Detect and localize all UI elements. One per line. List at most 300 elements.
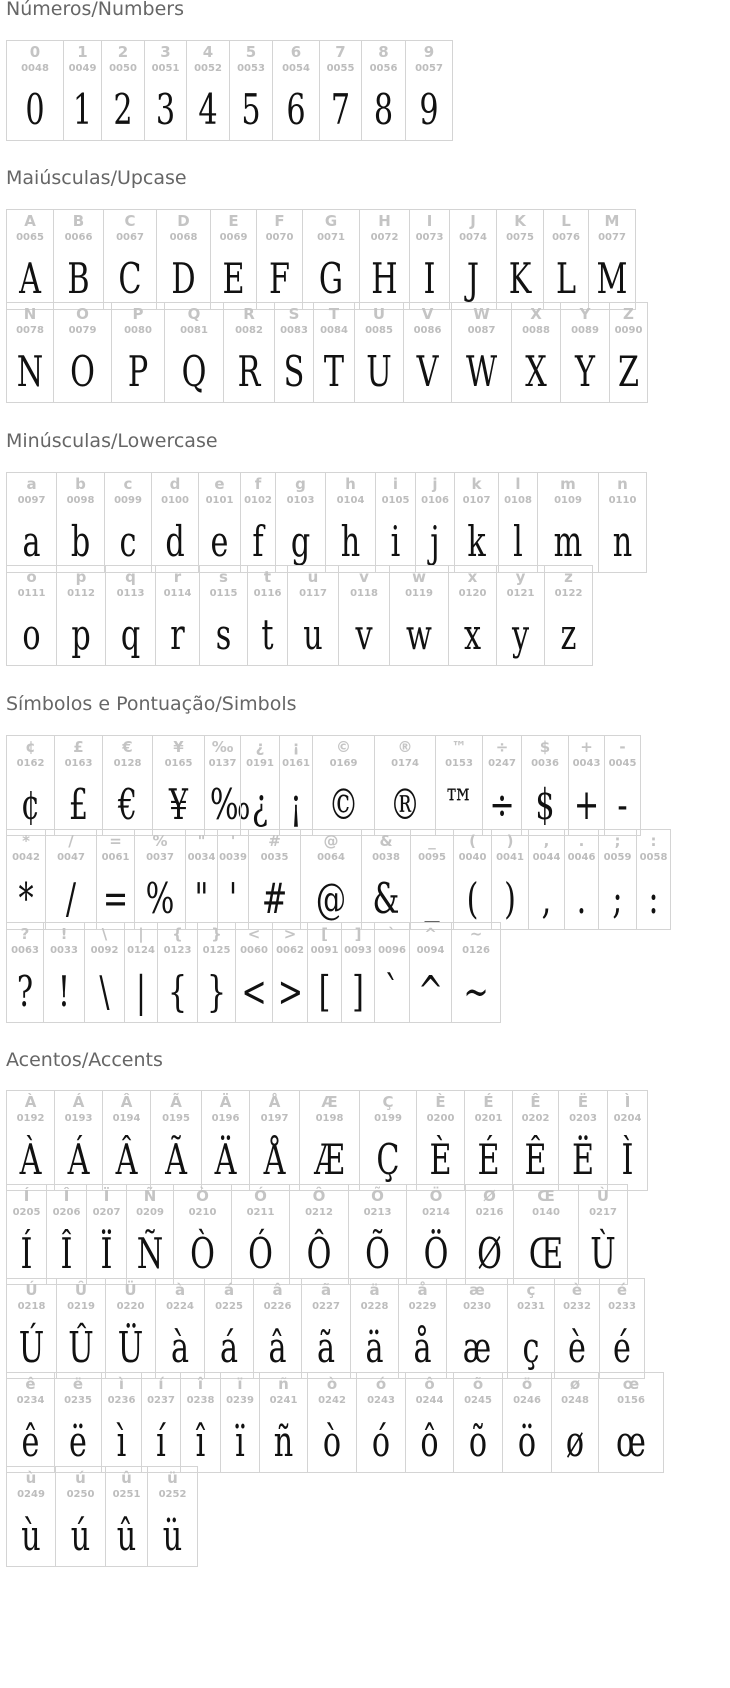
- glyph-character-label: p: [75, 568, 87, 586]
- glyph-character-label: Æ: [321, 1093, 338, 1111]
- glyph-character-label: ¿: [255, 738, 265, 756]
- glyph-code-label: 0199: [374, 1113, 402, 1124]
- glyph-sample: (: [466, 874, 479, 923]
- glyph-sample: z: [560, 610, 577, 659]
- glyph-character-label: ä: [369, 1281, 380, 1299]
- glyph-code-label: 0116: [253, 588, 282, 599]
- glyph-code-label: 0085: [365, 325, 393, 336]
- glyph-sample: Õ: [365, 1229, 390, 1278]
- glyph-code-label: 0067: [116, 232, 144, 243]
- glyph-cell: [105, 565, 156, 666]
- glyph-cell: [554, 1278, 600, 1379]
- glyph-code-label: 0075: [506, 232, 534, 243]
- glyph-cell: [598, 472, 647, 573]
- glyph-character-label: È: [435, 1093, 446, 1111]
- glyph-sample: m: [553, 517, 583, 566]
- glyph-cell: [354, 302, 404, 403]
- glyph-character-label: ú: [75, 1469, 86, 1487]
- section-title-upcase: Maiúsculas/Upcase: [6, 167, 187, 189]
- glyph-character-label: e: [214, 475, 225, 493]
- glyph-character-label: ç: [526, 1281, 536, 1299]
- glyph-cell: [361, 40, 406, 141]
- glyph-cell: [272, 40, 320, 141]
- glyph-sample: ï: [235, 1417, 245, 1466]
- glyph-code-label: 0194: [112, 1113, 141, 1124]
- glyph-character-label: ¥: [173, 738, 184, 756]
- glyph-cell: [150, 1090, 202, 1191]
- glyph-character-label: x: [467, 568, 478, 586]
- glyph-cell: [124, 922, 158, 1023]
- glyph-code-label: 0105: [381, 495, 410, 506]
- glyph-sample: œ: [616, 1417, 646, 1466]
- glyph-character-label: m: [560, 475, 576, 493]
- glyph-character-label: Â: [120, 1093, 133, 1111]
- glyph-sample: 8: [373, 85, 394, 134]
- glyph-character-label: Ö: [429, 1187, 443, 1205]
- glyph-sample: O: [70, 347, 95, 396]
- glyph-sample: J: [466, 254, 480, 303]
- glyph-sample: g: [290, 517, 311, 566]
- glyph-code-label: 0192: [16, 1113, 45, 1124]
- glyph-code-label: 0128: [113, 758, 142, 769]
- glyph-sample: +: [573, 780, 600, 829]
- glyph-row: [6, 735, 640, 836]
- glyph-code-label: 0203: [569, 1113, 597, 1124]
- glyph-character-label: î: [197, 1375, 204, 1393]
- glyph-code-label: 0252: [158, 1489, 187, 1500]
- glyph-code-label: 0048: [21, 63, 49, 74]
- glyph-code-label: 0200: [426, 1113, 455, 1124]
- glyph-character-label: Ü: [124, 1281, 137, 1299]
- glyph-character-label: T: [328, 305, 340, 323]
- glyph-character-label: ": [197, 832, 206, 850]
- glyph-code-label: 0225: [215, 1301, 243, 1312]
- glyph-code-label: 0126: [462, 945, 490, 956]
- glyph-code-label: 0226: [263, 1301, 292, 1312]
- glyph-character-label: +: [580, 738, 593, 756]
- glyph-character-label: C: [124, 212, 136, 230]
- glyph-character-label: É: [483, 1093, 494, 1111]
- glyph-code-label: 0063: [11, 945, 39, 956]
- glyph-character-label: I: [426, 212, 433, 230]
- glyph-sample: t: [261, 610, 274, 659]
- glyph-code-label: 0250: [66, 1489, 95, 1500]
- glyph-cell: [164, 302, 224, 403]
- glyph-sample: c: [119, 517, 137, 566]
- glyph-code-label: 0038: [372, 852, 400, 863]
- glyph-cell: [105, 1278, 156, 1379]
- glyph-code-label: 0074: [459, 232, 487, 243]
- glyph-character-label: /: [68, 832, 74, 850]
- glyph-cell: [435, 735, 483, 836]
- glyph-code-label: 0218: [17, 1301, 46, 1312]
- glyph-character-label: 8: [378, 43, 389, 61]
- glyph-cell: [6, 1184, 47, 1285]
- glyph-cell: [111, 302, 165, 403]
- glyph-character-label: Ò: [196, 1187, 209, 1205]
- glyph-sample: 2: [113, 85, 133, 134]
- glyph-code-label: 0097: [17, 495, 46, 506]
- glyph-code-label: 0229: [408, 1301, 437, 1312]
- glyph-cell: [405, 40, 453, 141]
- glyph-character-label: Ì: [624, 1093, 631, 1111]
- glyph-sample: l: [513, 517, 523, 566]
- glyph-sample: X: [525, 347, 547, 396]
- glyph-cell: [186, 40, 230, 141]
- glyph-character-label: ø: [569, 1375, 581, 1393]
- glyph-code-label: 0232: [563, 1301, 591, 1312]
- glyph-sample: å: [413, 1323, 432, 1372]
- glyph-cell: [157, 922, 198, 1023]
- glyph-sample: Ò: [190, 1229, 215, 1278]
- glyph-character-label: &: [379, 832, 393, 850]
- glyph-sample: <: [241, 967, 267, 1016]
- glyph-code-label: 0053: [237, 63, 265, 74]
- glyph-character-label: ~: [469, 925, 483, 943]
- glyph-sample: ;: [612, 874, 623, 923]
- glyph-cell: [496, 565, 545, 666]
- glyph-code-label: 0248: [561, 1395, 589, 1406]
- glyph-character-label: Œ: [537, 1187, 555, 1205]
- glyph-character-label: ¡: [292, 738, 300, 756]
- glyph-character-label: .: [578, 832, 585, 850]
- glyph-character-label: u: [307, 568, 319, 586]
- glyph-code-label: 0209: [136, 1207, 164, 1218]
- glyph-cell: [231, 1184, 290, 1285]
- glyph-character-label: a: [26, 475, 37, 493]
- glyph-code-label: 0246: [513, 1395, 541, 1406]
- glyph-code-label: 0124: [127, 945, 155, 956]
- glyph-code-label: 0102: [244, 495, 272, 506]
- glyph-character-label: Í: [23, 1187, 30, 1205]
- glyph-character-label: \: [101, 925, 108, 943]
- glyph-code-label: 0083: [280, 325, 308, 336]
- glyph-sample: Î: [60, 1229, 73, 1278]
- glyph-character-label: j: [432, 475, 438, 493]
- glyph-character-label: V: [421, 305, 434, 323]
- glyph-sample: v: [355, 610, 373, 659]
- glyph-character-label: P: [132, 305, 144, 323]
- glyph-sample: [: [318, 967, 331, 1016]
- glyph-sample: Ë: [571, 1135, 595, 1184]
- glyph-code-label: 0108: [504, 495, 532, 506]
- glyph-code-label: 0096: [378, 945, 406, 956]
- glyph-sample: q: [120, 610, 141, 659]
- glyph-code-label: 0244: [415, 1395, 444, 1406]
- glyph-code-label: 0054: [282, 63, 310, 74]
- glyph-cell: [409, 922, 452, 1023]
- glyph-code-label: 0080: [124, 325, 152, 336]
- glyph-code-label: 0238: [186, 1395, 215, 1406]
- glyph-sample: Œ: [528, 1229, 564, 1278]
- glyph-cell: [199, 565, 248, 666]
- glyph-cell: [416, 1090, 465, 1191]
- glyph-cell: [491, 829, 529, 930]
- glyph-sample: |: [135, 967, 147, 1016]
- glyph-cell: [248, 829, 301, 930]
- glyph-code-label: 0224: [166, 1301, 194, 1312]
- glyph-sample: 7: [330, 85, 351, 134]
- glyph-sample: .: [576, 874, 587, 923]
- glyph-sample: G: [318, 254, 344, 303]
- glyph-character-label: $: [539, 738, 551, 756]
- glyph-character-label: è: [571, 1281, 583, 1299]
- glyph-sample: *: [18, 874, 34, 923]
- glyph-character-label: q: [125, 568, 136, 586]
- glyph-code-label: 0231: [517, 1301, 545, 1312]
- glyph-character-label: =: [109, 832, 122, 850]
- glyph-sample: y: [511, 610, 530, 659]
- glyph-code-label: 0060: [240, 945, 268, 956]
- glyph-sample: À: [19, 1135, 42, 1184]
- glyph-sample: ‰: [209, 780, 251, 829]
- glyph-cell: [446, 1278, 508, 1379]
- glyph-character-label: {: [172, 925, 183, 943]
- glyph-code-label: 0113: [116, 588, 145, 599]
- glyph-character-label: £: [73, 738, 84, 756]
- glyph-code-label: 0070: [265, 232, 294, 243]
- glyph-cell: [101, 1372, 142, 1473]
- glyph-code-label: 0207: [92, 1207, 121, 1218]
- glyph-cell: [53, 209, 104, 310]
- glyph-character-label: ó: [375, 1375, 387, 1393]
- glyph-character-label: l: [515, 475, 521, 493]
- glyph-sample: n: [612, 517, 633, 566]
- glyph-sample: û: [116, 1511, 137, 1560]
- glyph-cell: [56, 472, 105, 573]
- glyph-code-label: 0081: [180, 325, 208, 336]
- glyph-code-label: 0068: [169, 232, 198, 243]
- glyph-cell: [6, 1090, 55, 1191]
- glyph-code-label: 0079: [68, 325, 97, 336]
- glyph-sample: r: [170, 610, 185, 659]
- glyph-cell: [240, 472, 276, 573]
- glyph-sample: #: [261, 874, 288, 923]
- glyph-code-label: 0058: [639, 852, 668, 863]
- glyph-cell: [287, 565, 339, 666]
- glyph-sample: ": [194, 874, 209, 923]
- glyph-code-label: 0033: [50, 945, 78, 956]
- glyph-cell: [528, 829, 565, 930]
- glyph-sample: Ì: [621, 1135, 634, 1184]
- glyph-row: [6, 302, 647, 403]
- glyph-cell: [54, 1372, 102, 1473]
- glyph-code-label: 0210: [188, 1207, 217, 1218]
- glyph-character-label: ê: [25, 1375, 36, 1393]
- glyph-character-label: G: [324, 212, 338, 230]
- glyph-sample: ø: [565, 1417, 585, 1466]
- glyph-code-label: 0237: [147, 1395, 175, 1406]
- glyph-cell: [511, 302, 561, 403]
- glyph-code-label: 0163: [64, 758, 93, 769]
- glyph-sample: Ï: [100, 1229, 113, 1278]
- glyph-code-label: 0193: [64, 1113, 93, 1124]
- glyph-code-label: 0230: [463, 1301, 491, 1312]
- glyph-code-label: 0233: [608, 1301, 636, 1312]
- glyph-cell: [453, 829, 492, 930]
- glyph-character-label: ì: [118, 1375, 125, 1393]
- glyph-cell: [374, 922, 410, 1023]
- glyph-character-label: d: [169, 475, 181, 493]
- glyph-sample: ö: [517, 1417, 537, 1466]
- glyph-cell: [144, 40, 187, 141]
- glyph-character-label: 4: [202, 43, 214, 61]
- glyph-code-label: 0089: [571, 325, 599, 336]
- glyph-code-label: 0077: [598, 232, 626, 243]
- glyph-character-label: i: [392, 475, 399, 493]
- glyph-sample: Ç: [376, 1135, 400, 1184]
- glyph-character-label: 0: [29, 43, 41, 61]
- glyph-sample: Ô: [306, 1229, 332, 1278]
- glyph-code-label: 0051: [151, 63, 180, 74]
- glyph-sample: Ü: [117, 1323, 144, 1372]
- glyph-code-label: 0064: [317, 852, 345, 863]
- glyph-sample: b: [70, 517, 91, 566]
- glyph-character-label: :: [650, 832, 657, 850]
- glyph-character-label: w: [412, 568, 426, 586]
- glyph-code-label: 0101: [205, 495, 234, 506]
- glyph-sample: ,: [541, 874, 552, 923]
- glyph-row: [6, 472, 646, 573]
- glyph-cell: [512, 1090, 559, 1191]
- glyph-sample: Ø: [477, 1229, 502, 1278]
- glyph-character-label: k: [471, 475, 482, 493]
- glyph-cell: [6, 302, 54, 403]
- glyph-character-label: U: [372, 305, 386, 323]
- glyph-cell: [307, 1372, 357, 1473]
- glyph-code-label: 0217: [589, 1207, 617, 1218]
- glyph-sample: =: [102, 874, 129, 923]
- glyph-cell: [126, 1184, 174, 1285]
- glyph-cell: [6, 1278, 57, 1379]
- glyph-code-label: 0242: [318, 1395, 346, 1406]
- glyph-cell: [6, 922, 44, 1023]
- glyph-cell: [564, 829, 599, 930]
- glyph-cell: [359, 1090, 417, 1191]
- glyph-cell: [513, 1184, 579, 1285]
- glyph-character-label: à: [174, 1281, 186, 1299]
- glyph-code-label: 0169: [329, 758, 358, 769]
- glyph-code-label: 0204: [613, 1113, 642, 1124]
- glyph-code-label: 0195: [162, 1113, 190, 1124]
- glyph-sample: p: [71, 610, 91, 659]
- glyph-cell: [55, 1466, 106, 1567]
- glyph-code-label: 0228: [360, 1301, 389, 1312]
- glyph-sample: Á: [67, 1135, 90, 1184]
- glyph-character-label: S: [288, 305, 300, 323]
- glyph-sample: á: [219, 1323, 239, 1372]
- glyph-sample: S: [283, 347, 305, 396]
- glyph-sample: -: [617, 780, 628, 829]
- glyph-cell: [253, 1278, 302, 1379]
- glyph-cell: [313, 302, 355, 403]
- glyph-code-label: 0104: [336, 495, 365, 506]
- glyph-code-label: 0091: [310, 945, 339, 956]
- glyph-sample: \: [99, 967, 110, 1016]
- glyph-code-label: 0099: [114, 495, 142, 506]
- glyph-sample: €: [117, 780, 138, 829]
- glyph-character-label: Û: [74, 1281, 88, 1299]
- glyph-code-label: 0087: [467, 325, 496, 336]
- glyph-character-label: €: [122, 738, 133, 756]
- glyph-character-label: 5: [245, 43, 257, 61]
- glyph-cell: [274, 302, 314, 403]
- glyph-cell: [299, 1090, 360, 1191]
- glyph-sample: ä: [365, 1323, 384, 1372]
- glyph-code-label: 0110: [608, 495, 637, 506]
- glyph-cell: [453, 1372, 503, 1473]
- glyph-sample: $: [535, 780, 555, 829]
- glyph-cell: [502, 1372, 552, 1473]
- glyph-character-label: !: [60, 925, 68, 943]
- glyph-sample: {: [167, 967, 188, 1016]
- glyph-code-label: 0049: [68, 63, 97, 74]
- glyph-cell: [54, 735, 103, 836]
- glyph-code-label: 0205: [12, 1207, 41, 1218]
- glyph-cell: [374, 735, 436, 836]
- glyph-code-label: 0090: [614, 325, 643, 336]
- glyph-sample: /: [65, 874, 77, 923]
- glyph-cell: [361, 829, 411, 930]
- glyph-character-label: t: [263, 568, 272, 586]
- glyph-character-label: Ë: [577, 1093, 589, 1111]
- glyph-cell: [356, 1372, 406, 1473]
- glyph-cell: [451, 302, 512, 403]
- glyph-cell: [156, 209, 211, 310]
- glyph-code-label: 0214: [422, 1207, 450, 1218]
- glyph-cell: [155, 565, 200, 666]
- glyph-code-label: 0243: [367, 1395, 395, 1406]
- glyph-code-label: 0212: [305, 1207, 333, 1218]
- glyph-cell: [636, 829, 671, 930]
- glyph-row: [6, 1372, 663, 1473]
- glyph-cell: [312, 735, 375, 836]
- glyph-character-label: N: [23, 305, 37, 323]
- glyph-cell: [56, 1278, 106, 1379]
- glyph-code-label: 0057: [415, 63, 443, 74]
- glyph-cell: [141, 1372, 181, 1473]
- glyph-cell: [544, 565, 593, 666]
- glyph-sample: a: [22, 517, 41, 566]
- glyph-character-label: R: [243, 305, 255, 323]
- glyph-code-label: 0036: [531, 758, 559, 769]
- glyph-character-label: r: [173, 568, 182, 586]
- glyph-sample: Q: [181, 347, 207, 396]
- glyph-cell: [607, 1090, 648, 1191]
- glyph-cell: [220, 1372, 260, 1473]
- glyph-sample: x: [463, 610, 482, 659]
- glyph-character-label: z: [564, 568, 573, 586]
- glyph-sample: ü: [162, 1511, 183, 1560]
- glyph-code-label: 0072: [370, 232, 399, 243]
- glyph-cell: [45, 829, 97, 930]
- glyph-code-label: 0161: [282, 758, 310, 769]
- glyph-cell: [507, 1278, 555, 1379]
- glyph-cell: [319, 40, 362, 141]
- glyph-sample: Y: [575, 347, 595, 396]
- glyph-cell: [56, 565, 106, 666]
- glyph-sample: 4: [198, 85, 218, 134]
- glyph-character-label: û: [121, 1469, 132, 1487]
- glyph-code-label: 0245: [464, 1395, 492, 1406]
- glyph-code-label: 0202: [521, 1113, 550, 1124]
- glyph-sample: w: [406, 610, 432, 659]
- glyph-character-label: ü: [167, 1469, 178, 1487]
- glyph-character-label: Ñ: [143, 1187, 157, 1205]
- glyph-sample: ñ: [273, 1417, 294, 1466]
- glyph-sample: Ö: [423, 1229, 449, 1278]
- glyph-cell: [454, 472, 499, 573]
